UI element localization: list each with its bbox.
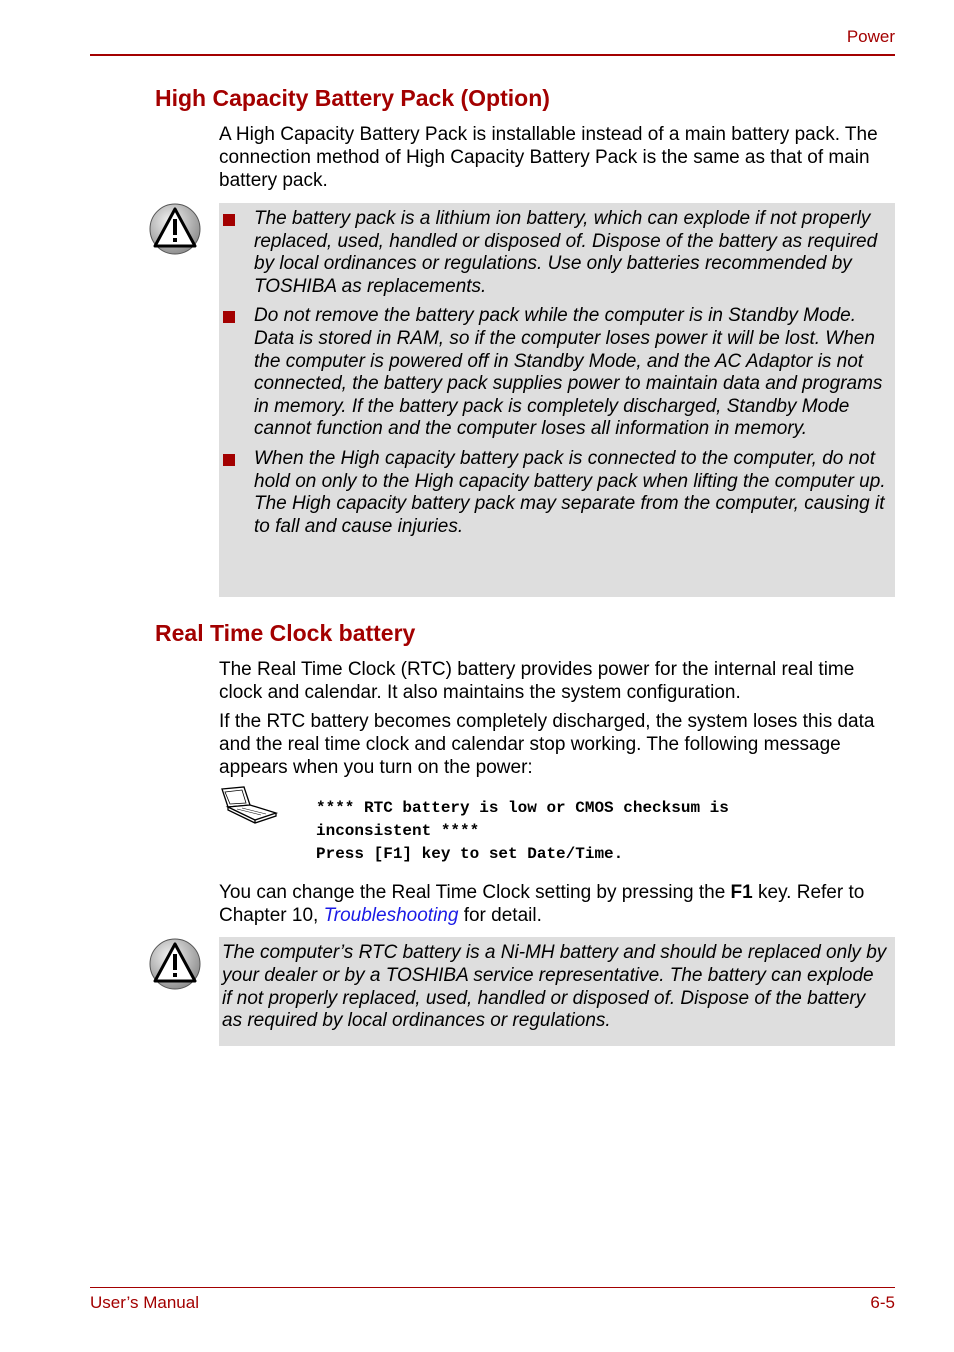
- section-title-rtc: Real Time Clock battery: [155, 620, 416, 646]
- caution-box-battery: [219, 203, 895, 597]
- warning-triangle-icon: [148, 937, 202, 991]
- bullet-square-icon: [223, 214, 235, 226]
- warning-triangle-icon: [148, 202, 202, 256]
- caution-box-rtc: [219, 937, 895, 1046]
- running-header: Power: [846, 27, 895, 46]
- caution-item: The battery pack is a lithium ion battery, which can explode if not properly replaced, used, handled or disposed of. Dispose of the battery as required by local ordinances or regulations. Use only batteries recommended by TOSHIBA as replacements.: [219, 208, 887, 298]
- rtc-message-code: **** RTC battery is low or CMOS checksum is inconsistent **** Press [F1] key to set Date/Time.: [316, 799, 729, 863]
- caution-item: Do not remove the battery pack while the computer is in Standby Mode. Data is stored in RAM, so if the computer loses power it will be lost. When the computer is powered off in Standby Mode, and the AC Adaptor is not connected, the battery pack supplies power to maintain data and programs in memory. If the battery pack is completely discharged, Standby Mode cannot function and the computer loses all information in memory.: [219, 305, 887, 441]
- caution-item-continuation: The High capacity battery pack may separate from the computer, causing it to fall and cause injuries.: [254, 493, 885, 537]
- intro-paragraph: A High Capacity Battery Pack is installable instead of a main battery pack. The connection method of High Capacity Battery Pack is the same as that of main battery pack.: [219, 124, 878, 191]
- bullet-square-icon: [223, 311, 235, 323]
- f1-key: F1: [730, 882, 753, 903]
- laptop-icon: [219, 786, 279, 824]
- page-number: 6-5: [870, 1293, 895, 1312]
- footer-rule: [90, 1287, 895, 1288]
- caution-item: When the High capacity battery pack is connected to the computer, do not hold on only to the High capacity battery pack when lifting the computer up.: [219, 448, 887, 493]
- rtc-caution-text: The computer’s RTC battery is a Ni-MH battery and should be replaced only by your dealer or by a TOSHIBA service representative. The battery can explode if not properly replaced, used, handled or disposed of. Dispose of the battery as required by local ordinances or regulations.: [222, 942, 887, 1032]
- section-title-high-capacity: High Capacity Battery Pack (Option): [155, 85, 550, 111]
- bullet-square-icon: [223, 454, 235, 466]
- troubleshooting-link[interactable]: Troubleshooting: [323, 905, 459, 926]
- rtc-paragraph-2: If the RTC battery becomes completely discharged, the system loses this data and the real time clock and calendar stop working. The following message appears when you turn on the power:: [219, 711, 875, 778]
- footer-manual-title: User’s Manual: [90, 1293, 199, 1312]
- rtc-paragraph-1: The Real Time Clock (RTC) battery provides power for the internal real time clock and calendar. It also maintains the system configuration.: [219, 659, 855, 703]
- header-rule: [90, 54, 895, 56]
- rtc-paragraph-3: You can change the Real Time Clock setting by pressing the F1 key. Refer to Chapter 10, Troubleshooting for detail.: [219, 882, 865, 926]
